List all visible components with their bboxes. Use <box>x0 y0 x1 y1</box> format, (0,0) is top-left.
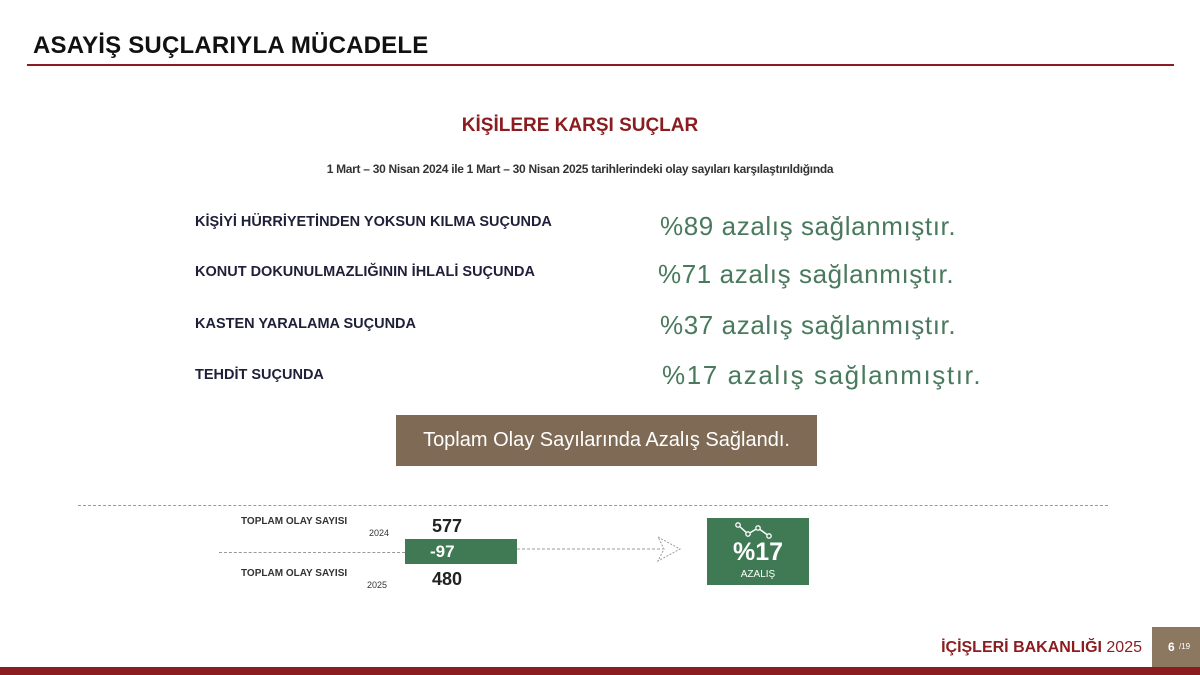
title-divider <box>27 64 1174 66</box>
page-number: 6 <box>1168 640 1175 654</box>
change-caption: AZALIŞ <box>740 569 776 580</box>
summary-banner: Toplam Olay Sayılarında Azalış Sağlandı. <box>396 415 817 466</box>
year-2025: 2025 <box>367 580 388 590</box>
change-percent-value: %17 <box>732 538 784 566</box>
total-value-2025: 480 <box>432 569 463 589</box>
crime-stat-tehdit: %17 azalış sağlanmıştır. <box>662 360 983 390</box>
section-subtitle: 1 Mart – 30 Nisan 2024 ile 1 Mart – 30 Nisan 2025 tarihlerindeki olay sayıları karşılaştırıldığında <box>326 162 834 176</box>
change-percent-box <box>707 518 809 585</box>
total-label-2024: TOPLAM OLAY SAYISI <box>241 516 348 527</box>
trend-down-icon <box>735 521 773 539</box>
year-2024: 2024 <box>369 528 390 538</box>
crime-stat-yaralama: %37 azalış sağlanmıştır. <box>660 310 957 340</box>
footer-brand-name: İÇİŞLERİ BAKANLIĞI <box>941 639 1102 656</box>
comparison-divider <box>219 552 405 553</box>
section-divider <box>78 505 1108 506</box>
total-value-2024: 577 <box>432 516 463 536</box>
section-title: KİŞİLERE KARŞI SUÇLAR <box>461 115 699 136</box>
footer-year: 2025 <box>1106 639 1142 656</box>
footer-brand <box>941 639 1142 657</box>
crime-label-hurriyet: KİŞİYİ HÜRRİYETİNDEN YOKSUN KILMA SUÇUNDA <box>195 214 552 230</box>
crime-label-konut: KONUT DOKUNULMAZLIĞININ İHLALİ SUÇUNDA <box>195 264 535 280</box>
arrow-right-icon <box>517 534 685 564</box>
crime-label-yaralama: KASTEN YARALAMA SUÇUNDA <box>195 316 417 332</box>
crime-stat-konut: %71 azalış sağlanmıştır. <box>658 259 955 289</box>
crime-stat-hurriyet: %89 azalış sağlanmıştır. <box>660 211 957 241</box>
crime-label-tehdit: TEHDİT SUÇUNDA <box>195 367 324 383</box>
bottom-bar <box>0 667 1200 675</box>
difference-box: -97 <box>405 539 517 564</box>
page-total: /19 <box>1179 642 1191 651</box>
total-label-2025: TOPLAM OLAY SAYISI <box>241 568 348 579</box>
page-indicator <box>1152 627 1200 667</box>
page-title: ASAYİŞ SUÇLARIYLA MÜCADELE <box>33 32 429 59</box>
